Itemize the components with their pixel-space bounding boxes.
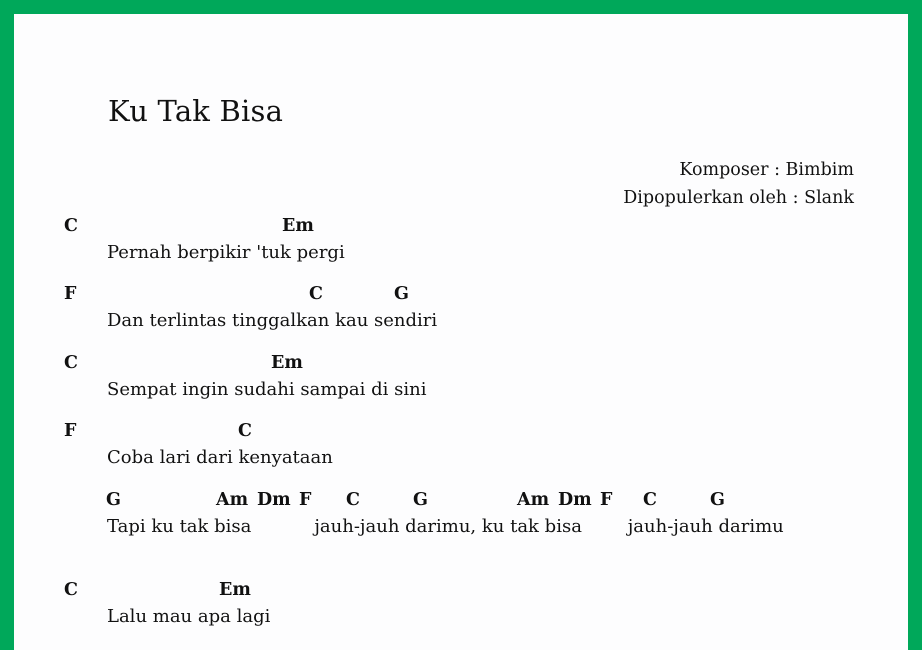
popularized-by-credit: Dipopulerkan oleh : Slank <box>623 188 854 208</box>
lyric-line: Sempat ingin sudahi sampai di sini <box>107 379 427 400</box>
composer-credit: Komposer : Bimbim <box>679 160 854 180</box>
chord-label: F <box>600 490 613 510</box>
verse-line <box>14 490 908 550</box>
chord-label: C <box>309 284 323 304</box>
chord-label: F <box>299 490 312 510</box>
chord-label: Am <box>517 490 550 510</box>
chord-label: F <box>64 421 77 441</box>
chord-label: G <box>413 490 428 510</box>
chord-label: G <box>106 490 121 510</box>
song-title: Ku Tak Bisa <box>108 94 284 128</box>
chord-label: G <box>710 490 725 510</box>
song-credits <box>623 156 854 212</box>
chord-label: Em <box>282 216 314 236</box>
chord-label: Em <box>271 353 303 373</box>
verse-line <box>14 421 908 481</box>
verse-line <box>14 284 908 344</box>
lyric-line: Tapi ku tak bisa jauh-jauh darimu, ku tak bisa jauh-jauh darimu <box>107 516 784 537</box>
verse-line <box>14 580 908 640</box>
chord-label: C <box>64 216 78 236</box>
chord-label: C <box>64 580 78 600</box>
chord-label: Dm <box>558 490 592 510</box>
verse-line <box>14 353 908 413</box>
chord-label: C <box>64 353 78 373</box>
chord-label: C <box>643 490 657 510</box>
chord-label: Dm <box>257 490 291 510</box>
chord-label: F <box>64 284 77 304</box>
chord-label: C <box>346 490 360 510</box>
lyric-line: Lalu mau apa lagi <box>107 606 271 627</box>
lyric-line: Pernah berpikir 'tuk pergi <box>107 242 345 263</box>
chord-label: Em <box>219 580 251 600</box>
verse-line <box>14 216 908 276</box>
chord-label: C <box>238 421 252 441</box>
lyric-line: Dan terlintas tinggalkan kau sendiri <box>107 310 438 331</box>
chord-label: G <box>394 284 409 304</box>
lyric-line: Coba lari dari kenyataan <box>107 447 333 468</box>
song-sheet-page <box>14 14 908 650</box>
chord-label: Am <box>216 490 249 510</box>
